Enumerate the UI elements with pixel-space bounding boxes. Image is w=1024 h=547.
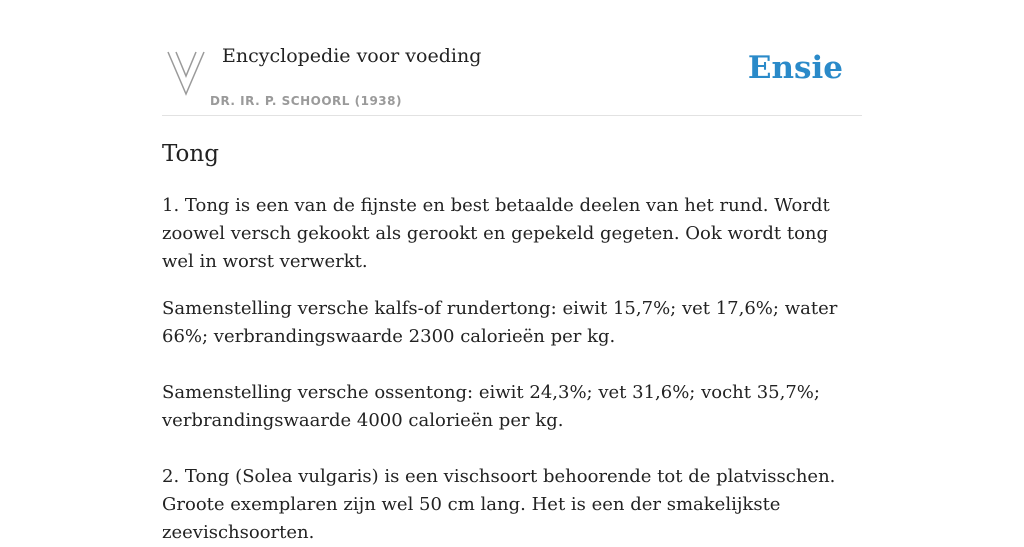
entry-content xyxy=(162,138,862,547)
v-logo-icon[interactable] xyxy=(166,49,208,97)
entry-paragraph: 2. Tong (Solea vulgaris) is een vischsoort behoorende tot de platvisschen. Groote exemplaren zijn wel 50 cm lang. Het is een der smakelijkste zeevischsoorten. xyxy=(162,466,836,543)
header xyxy=(162,0,862,116)
author-line: DR. IR. P. SCHOORL (1938) xyxy=(210,94,402,108)
publication-title[interactable]: Encyclopedie voor voeding xyxy=(222,45,482,67)
entry-paragraph: 1. Tong is een van de fijnste en best betaalde deelen van het rund. Wordt zoowel versch gekookt als gerookt en gepekeld gegeten. Ook wordt tong wel in worst verwerkt. xyxy=(162,195,830,272)
entry-paragraph: Samenstelling versche kalfs-of rundertong: eiwit 15,7%; vet 17,6%; water 66%; verbrandingswaarde 2300 calorieën per kg. xyxy=(162,298,838,347)
brand-logo-link[interactable]: Ensie xyxy=(747,50,843,86)
entry-paragraph: Samenstelling versche ossentong: eiwit 24,3%; vet 31,6%; vocht 35,7%; verbrandingswaarde 4000 calorieën per kg. xyxy=(162,382,820,431)
entry-title: Tong xyxy=(162,141,219,167)
